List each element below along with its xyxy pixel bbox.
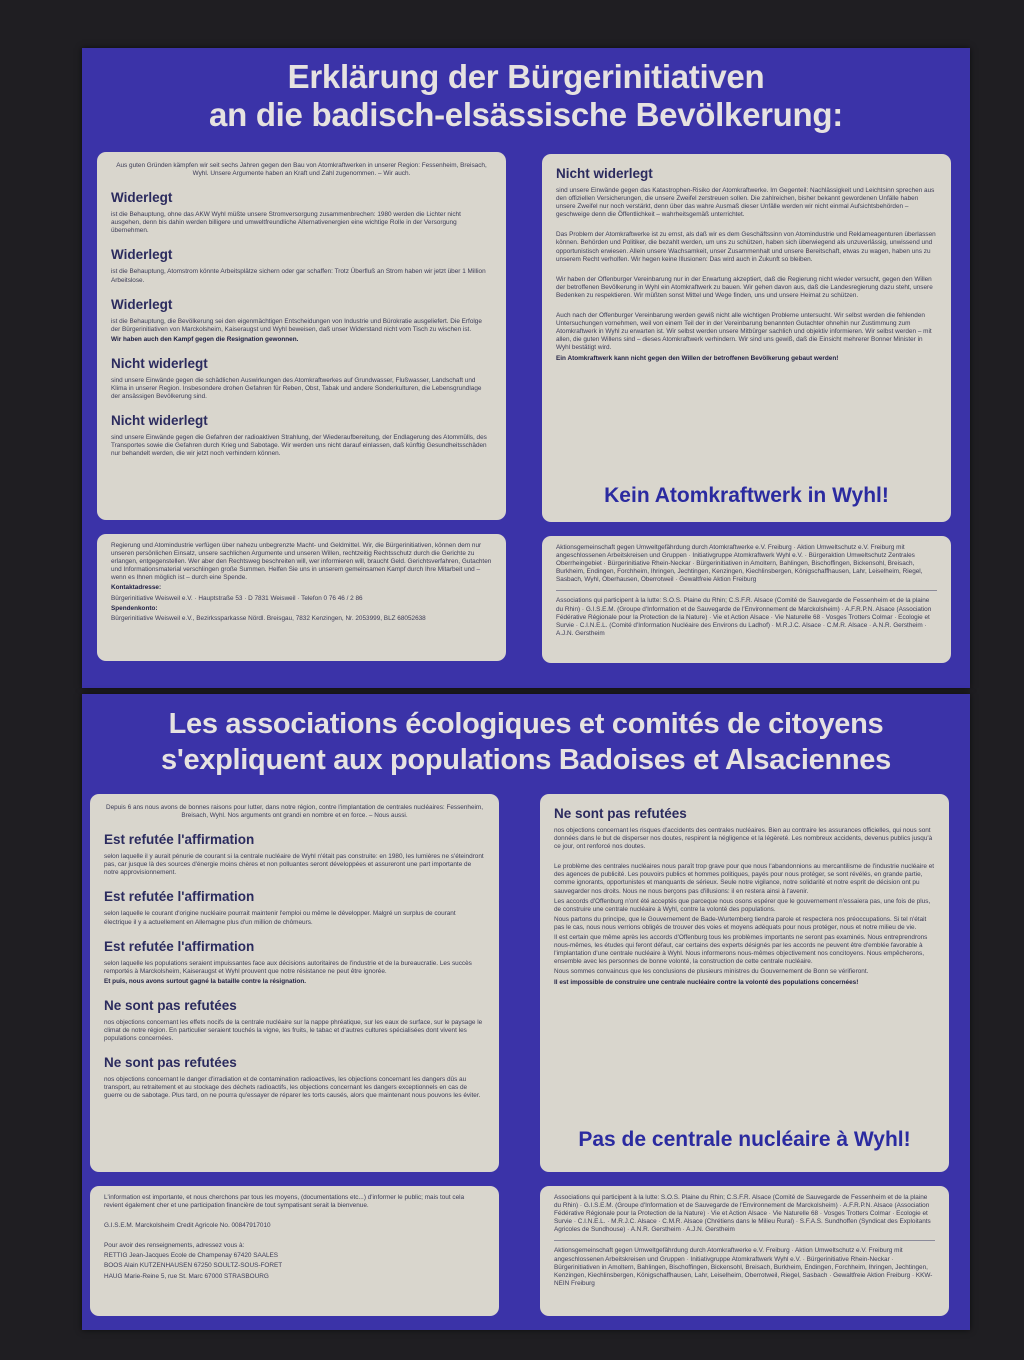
section-heading: Ne sont pas refutées (104, 1055, 237, 1071)
section-text: ist die Behauptung, Atomstrom könnte Arbeitsplätze sichern oder gar schaffen: Trotz Überfluß an Strom haben wir jetzt über 1 Million Arbeitslose. (111, 268, 486, 284)
section-heading: Ne sont pas refutées (554, 806, 687, 821)
donation-appeal: Regierung und Atomindustrie verfügen über nahezu unbegrenzte Macht- und Geldmittel. Wir, die Bürgerinitiativen, können dem nur unseren persönlichen Einsatz, unsere sachlichen Argumente und unseren Willen, rechtzeitig Rechtsschutz durch die Gerichte zu erlangen, entgegenstellen. Wer aber den Rechtsweg beschreiten will, wer informieren will, braucht Geld. Gerichtsverfahren, Gutachten und Informationsmaterial verschlingen große Summen. Helfen Sie uns in unserem gemeinsamen Kampf durch Ihre Mitarbeit und – wenn es Ihnen möglich ist – durch eine Spende. (111, 542, 492, 582)
right-info-panel (542, 536, 951, 663)
section-heading: Ne sont pas refutées (104, 997, 237, 1013)
paragraph: Les accords d'Offenburg n'ont été acceptés que parceque nous osons espérer que le gouvernement n'essaiera pas, une fois de plus, de construire une centrale nucléaire à Wyhl, contre la volonté des populations. (554, 897, 931, 913)
section-text: sind unsere Einwände gegen die Gefahren der radioaktiven Strahlung, der Wiederaufbereitung, der Endlagerung des Atommülls, des Transportes sowie die Gefahren durch Krieg und Sabotage. Wir werden uns nicht darauf einlassen, daß künftig Gesundheitsschäden nur behandelt werden, die wir jetzt noch verhindern können. (111, 434, 487, 458)
intro-text: Aus guten Gründen kämpfen wir seit sechs Jahren gegen den Bau von Atomkraftwerken in unserer Region: Fessenheim, Breisach, Wyhl. Unsere Argumente haben an Kraft und Zahl zugenommen. – Wir auch. (116, 162, 487, 178)
bold-statement: Ein Atomkraftwerk kann nicht gegen den Willen der betroffenen Bevölkerung gebaut werden! (556, 354, 839, 362)
section-heading: Est refutée l'affirmation (104, 889, 255, 905)
section-heading: Widerlegt (111, 296, 173, 312)
organizations-fr: Associations qui participent à la lutte: S.O.S. Plaine du Rhin; C.S.F.R. Alsace (Comité de Sauvegarde de Fessenheim et de la plaine du Rhin) · G.I.S.E.M. (Groupe d'Information et de Sauvegarde de l'Environnement de Marckolsheim) · A.F.R.P.N. Alsace (Association Fédérative Régionale pour la Protection de la Nature) · Vie et Action Alsace · Vie Naturelle 68 · Vosges Trotters Colmar · Ecologie et Survie · C.I.N.E.L. · M.R.J.C. Alsace · C.M.R. Alsace (Chrétiens dans le Milieu Rural) · S.F.A.S. Sundhoffen (Syndicat des Exploitants Agricoles de Sundhouse) · A.N.R. Gerstheim · A.J.N. Gerstheim (554, 1194, 931, 1234)
donation-appeal: L'information est importante, et nous cherchons par tous les moyens, (documentations etc...) d'informer le public; mais tout cela revient également cher et une participation financière de tout sympatisant serait la bienvenue. (104, 1194, 465, 1210)
paragraph: Das Problem der Atomkraftwerke ist zu ernst, als daß wir es dem Geschäftssinn von Atomindustrie und Reklameagenturen überlassen können. Behörden und Politiker, die bezahlt werden, um uns zu schützen, haben sich überwiegend als unzuverlässig, unwissend und opportunistisch erwiesen. Allein unsere Wachsamkeit, unser Zusammenhalt und unsere Bereitschaft, etwas zu wagen, haben uns zu unserem Recht verholfen. Wir hegen keine Illusionen: Das wird auch in Zukunft so bleiben. (556, 231, 936, 263)
account-details: Bürgerinitiative Weisweil e.V., Bezirkssparkasse Nördl. Breisgau, 7832 Kenzingen, Nr. 2053999, BLZ 68052638 (111, 614, 426, 622)
section-heading: Widerlegt (111, 247, 173, 263)
right-info-panel (540, 1186, 949, 1316)
right-text-panel (540, 794, 949, 1172)
title-line-2: s'expliquent aux populations Badoises et Alsaciennes (161, 744, 891, 776)
title-line-1: Erklärung der Bürgerinitiativen (287, 58, 765, 95)
section-heading: Est refutée l'affirmation (104, 832, 255, 848)
slogan: Pas de centrale nucléaire à Wyhl! (578, 1128, 911, 1151)
paragraph: Nous partons du principe, que le Gouvernement de Bade-Wurtemberg tiendra parole et respectera nos préoccupations. Si tel n'était pas le cas, nous nous verrions obligés de trouver des voies et moyens adéquats pour nous protéger, nous et notre milieu de vie. (554, 915, 927, 931)
poster-french (82, 694, 970, 1330)
paragraph: Le problème des centrales nucléaires nous paraît trop grave pour que nous l'abandonnions au mercantilisme de l'industrie nucléaire et des agences de publicité. Les pouvoirs publics et hommes politiques, payés pour nous protéger, se sont révélés, en grande partie, comme ignorants, opportunistes et manquants de sérieux. Seule notre vigilance, notre solidarité et notre esprit de décision ont pu sauvegarder nos droits. Nous ne nous berçons pas d'illusions: il en restera ainsi à l'avenir. (554, 863, 935, 895)
section-text: ist die Behauptung, die Bevölkerung sei den eigenmächtigen Entscheidungen von Industrie und Bürokratie ausgeliefert. Die Erfolge der Bürgerinitiativen von Marckolsheim, Kaiseraugst und Wyhl beweisen, daß unser Widerstand nicht vom Tisch zu wischen ist. (111, 317, 482, 333)
organizations-de: Aktionsgemeinschaft gegen Umweltgefährdung durch Atomkraftwerke e.V. Freiburg · Aktion Umweltschutz e.V. Freiburg mit angeschlossenen Arbeitskreisen und Gruppen · Initiativgruppe Atomkraftwerk Wyhl e.V. · Bürgeraktion Umweltschutz Zentrales Oberrheingebiet · Bürgerinitiative Rhein-Neckar · Bürgerinitiativen in Amoltern, Bahlingen, Bischoffingen, Bickensohl, Breisach, Burkheim, Endingen, Forchheim, Ihringen, Jechtingen, Kenzingen, Kiechlinsbergen, Königschaffhausen, Lahr, Leiselheim, Riegel, Sasbach, Wyhl, Oberhausen, Oberrotweil · Gewaltfreie Aktion Freiburg (556, 544, 923, 584)
left-text-panel (90, 794, 499, 1172)
info-label: Pour avoir des renseignements, adressez vous à: (104, 1242, 245, 1250)
section-heading: Widerlegt (111, 190, 173, 206)
bold-statement: Il est impossible de construire une centrale nucléaire contre la volonté des populations concernées! (554, 978, 859, 986)
slogan: Kein Atomkraftwerk in Wyhl! (604, 484, 889, 507)
section-heading: Nicht widerlegt (111, 413, 208, 429)
section-text: selon laquelle il y aurait pénurie de courant si la centrale nucléaire de Wyhl n'était pas construite: en 1980, les lumières ne s'éteindront pas, car jusque là des sources d'énergie moins chères et non polluantes seront développées et assureront une part importante de notre approvisionnement. (104, 853, 484, 877)
left-info-panel (97, 534, 506, 661)
address-line: HAUG Marie-Reine 5, rue St. Marc 67000 STRASBOURG (104, 1272, 269, 1280)
paragraph: Auch nach der Offenburger Vereinbarung werden gewiß nicht alle wichtigen Probleme untersucht. Wir selbst werden die fehlenden Untersuchungen vornehmen, weil von einem Teil der in der Vereinbarung benannten Gutachter ohnehin nur Zustimmung zum Atomkraftwerk in Wyhl zu erwarten ist. Wir selbst werden unsere Mitbürger sachlich und objektiv informieren. Wir selbst werden – mit allen, die guten Willens sind – dieses Atomkraftwerk verhindern. Wir sind uns gewiß, daß die Einsicht mehrerer Bonner Minister in Wyhl bestätigt wird. (556, 312, 932, 352)
organizations-fr: Associations qui participent à la lutte: S.O.S. Plaine du Rhin; C.S.F.R. Alsace (Comité de Sauvegarde de Fessenheim et de la plaine du Rhin) · G.I.S.E.M. (Groupe d'Information et de Sauvegarde de l'Environnement de Marckolsheim) · A.F.R.P.N. Alsace (Association Fédérative Régionale pour la Protection de la Nature) · Vie et Action Alsace · Vie Naturelle 68 · Vosges Trotters Colmar · Ecologie et Survie · C.I.N.E.L. (Comité d'Information Nucléaire des Environs du Ladhof) · M.R.J.C. Alsace · C.M.R. Alsace · A.N.R. Gerstheim · A.J.N. Gerstheim (556, 597, 932, 637)
section-text: nos objections concernant les effets nocifs de la centrale nucléaire sur la nappe phréatique, sur les eaux de surface, sur le paysage le climat de notre région. En particulier seraient touchés la vigne, les fruits, le tabac et d'autres cultures spécialisées dont vivent les populations concernées. (104, 1018, 483, 1043)
section-bold-text: Et puis, nous avons surtout gagné la bataille contre la résignation. (104, 977, 307, 985)
paragraph: sind unsere Einwände gegen das Katastrophen-Risiko der Atomkraftwerke. Im Gegenteil: Nachlässigkeit und Leichtsinn sprechen aus den offiziellen Versicherungen, die unsere Zweifel zerstreuen sollen. Die zahlreichen, bisher bekannt gewordenen Unfälle haben unsere Zweifel nur noch verstärkt, denn über das wahre Ausmaß dieser Unfälle werden wir nicht einmal Aufsichtsbehörden – geschweige denn die Öffentlichkeit – wahrheitsgemäß unterrichtet. (556, 187, 935, 219)
section-heading: Est refutée l'affirmation (104, 938, 255, 954)
section-text: sind unsere Einwände gegen die schädlichen Auswirkungen des Atomkraftwerkes auf Grundwasser, Flußwasser, Landschaft und Klima in unserer Region. Insbesondere drohen Gefahren für Reben, Obst, Tabak und andere Sonderkulturen, die Lebensgrundlage der ansässigen Bevölkerung sind. (111, 376, 482, 401)
section-text: selon laquelle le courant d'origine nucléaire pourrait maintenir l'emploi ou même le développer. Malgré un surplus de courant électrique il y a actuellement en Allemagne plus d'un million de chômeurs. (104, 910, 456, 926)
left-text-panel (97, 152, 506, 520)
paragraph: Wir haben der Offenburger Vereinbarung nur in der Erwartung akzeptiert, daß die Regierung nicht wieder versucht, gegen den Willen der betroffenen Bevölkerung in Wyhl ein Atomkraftwerk zu bauen. Wir gehen davon aus, daß die Landesregierung dazu steht, unsere Bedenken zu respektieren. Wir müßten sonst Mittel und Wege finden, uns und unsere Heimat zu schützen. (556, 275, 933, 299)
contact-label: Kontaktadresse: (111, 584, 162, 592)
bank-account: G.I.S.E.M. Marckolsheim Credit Agricole No. 00847917010 (104, 1222, 271, 1230)
poster-title (82, 706, 970, 778)
organizations-de: Aktionsgemeinschaft gegen Umweltgefährdung durch Atomkraftwerke e.V. Freiburg · Aktion Umweltschutz e.V. Freiburg mit angeschlossenen Arbeitskreisen und Gruppen · Initiativgruppe Atomkraftwerk Wyhl e.V. · Bürgerinitiative Rhein-Neckar · Bürgerinitiativen in Amoltern, Bahlingen, Bischoffingen, Bickensohl, Breisach, Burkheim, Endingen, Forchheim, Ihringen, Jechtingen, Kenzingen, Kiechlinsbergen, Königschaffhausen, Lahr, Leiselheim, Oberrotweil, Riegel, Sasbach · Gewaltfreie Aktion Freiburg · KKW-NEIN Freiburg (554, 1247, 933, 1287)
title-line-1: Les associations écologiques et comités de citoyens (168, 708, 884, 740)
account-label: Spendenkonto: (111, 604, 158, 612)
poster-title (82, 58, 970, 134)
right-text-panel (542, 154, 951, 522)
section-bold-text: Wir haben auch den Kampf gegen die Resignation gewonnen. (111, 335, 299, 343)
intro-text: Depuis 6 ans nous avons de bonnes raisons pour lutter, dans notre région, contre l'implantation de centrales nucléaires: Fessenheim, Breisach, Wyhl. Nos arguments ont grandi en nombre et en force. – Nous aussi. (105, 804, 484, 820)
title-line-2: an die badisch-elsässische Bevölkerung: (209, 96, 843, 133)
contact-address: Bürgerinitiative Weisweil e.V. · Hauptstraße 53 · D 7831 Weisweil · Telefon 0 76 46 / 2 86 (111, 594, 363, 602)
poster-german (82, 48, 970, 688)
section-heading: Nicht widerlegt (556, 166, 653, 181)
section-heading: Nicht widerlegt (111, 355, 208, 371)
section-text: nos objections concernant le danger d'irradiation et de contamination radioactives, les objections concernant les dangers dûs au transport, au retraitement et au stockage des déchets radioactifs, les objections concernant les dangers exceptionnels en cas de guerre ou de sabotage. Plus tard, on ne pourra qu'essayer de réparer les torts causés, alors que maintenant nous pouvons les éviter. (104, 1076, 481, 1100)
section-text: selon laquelle les populations seraient impuissantes face aux décisions autoritaires de l'industrie et de la bureaucratie. Les succès remportés à Marckolsheim, Kaiseraugst et Wyhl prouvent que notre résistance ne peut être ignorée. (104, 959, 472, 975)
paragraph: Il est certain que même après les accords d'Offenburg tous les problèmes importants ne seront pas examinés. Nous entreprendrons nous-mêmes, les études qui feront défaut, car certains des experts désignés par les accords ne peuvent être d'emblée favorable à l'implantation d'une centrale nucléaire à Wyhl. Nous informerons nous-mêmes objectivement nos concitoyens. Nous empêcherons, ensemble avec les personnes de bonne volonté, la construction de cette centrale nucléaire. (554, 934, 928, 966)
paragraph: Nous sommes convaincus que les conclusions de plusieurs ministres du Gouvernement de Bonn se vérifieront. (554, 968, 869, 976)
address-line: BOOS Alain KUTZENHAUSEN 67250 SOULTZ-SOUS-FORET (104, 1262, 283, 1270)
paragraph: nos objections concernant les risques d'accidents des centrales nucléaires. Bien au contraire les assurances officielles, qui nous sont données dans le but de disperser nos doutes, respirent la négligence et la légèreté. Les nombreux accidents, devenus publics jusqu'à ce jour, ont renforcé nos doutes. (554, 827, 933, 851)
left-info-panel (90, 1186, 499, 1316)
section-text: ist die Behauptung, ohne das AKW Wyhl müßte unsere Stromversorgung zusammenbrechen: 1980 werden die Lichter nicht ausgehen, denn bis dahin werden billigere und umweltfreundliche Alternativenergien eine wichtige Rolle in der Versorgung übernehmen. (111, 211, 461, 235)
address-line: RETTIG Jean-Jacques Ecole de Champenay 67420 SAALES (104, 1252, 279, 1260)
